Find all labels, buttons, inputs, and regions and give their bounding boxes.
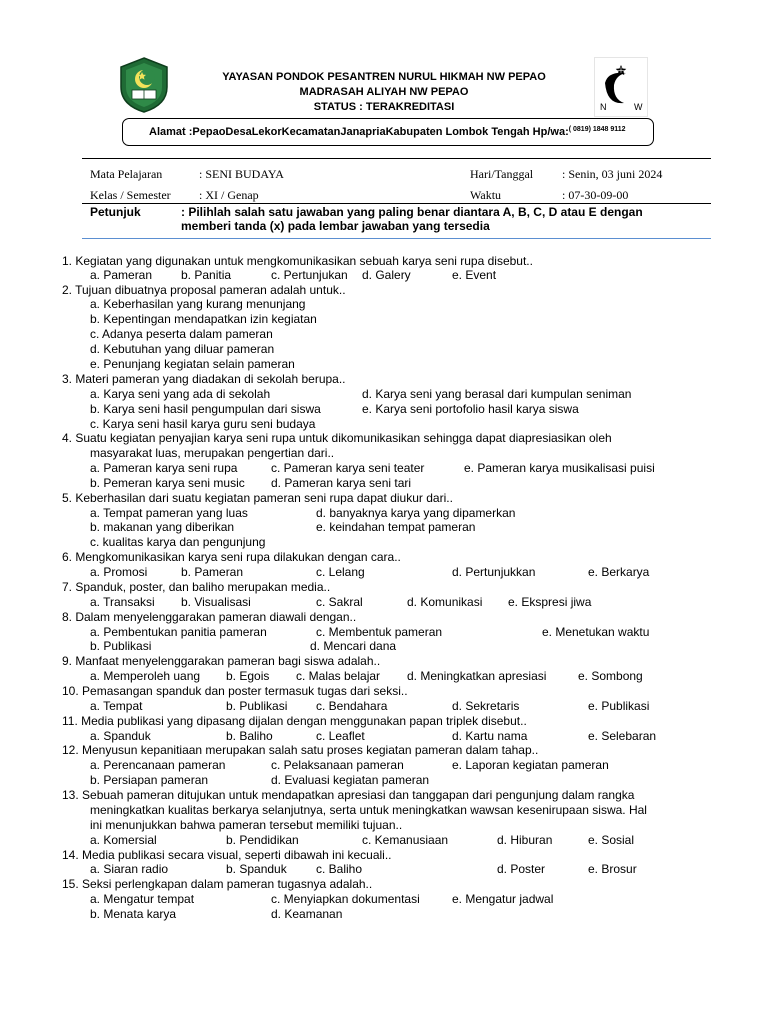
option: a. Pameran [90,268,153,282]
option: c. Adanya peserta dalam pameran [90,327,273,341]
nw-emblem-logo [594,57,648,117]
option: d. Karya seni yang berasal dari kumpulan seniman [362,387,632,401]
option: e. Sombong [578,669,643,683]
option: a. Komersial [90,833,157,847]
option: d. Komunikasi [407,595,483,609]
question-2: 2. Tujuan dibuatnya proposal pameran adalah untuk.. [62,283,346,297]
time-label: Waktu [470,188,502,202]
phone-number: ( 0819) 1848 9112 [568,126,626,133]
option: e. Publikasi [588,699,650,713]
question-6: 6. Mengkomunikasikan karya seni rupa dilakukan dengan cara.. [62,550,401,564]
option: b. Egois [226,669,270,683]
option: e. Sosial [588,833,635,847]
question-12: 12. Menyusun kepanitiaan merupakan salah satu proses kegiatan pameran dalam tahap.. [62,743,539,757]
option: d. Galery [362,268,411,282]
option: e. Selebaran [588,729,657,743]
option: e. keindahan tempat pameran [316,520,476,534]
option: c. Karya seni hasil karya guru seni budaya [90,417,316,431]
nw-logo-letter-w: W [634,102,643,112]
divider-middle [82,203,711,204]
option: d. Kebutuhan yang diluar pameran [90,342,275,356]
option: b. makanan yang diberikan [90,520,235,534]
option: d. Pameran karya seni tari [271,476,412,490]
question-8: 8. Dalam menyelenggarakan pameran diawali dengan.. [62,610,357,624]
option: b. Menata karya [90,907,177,921]
option: a. Promosi [90,565,148,579]
option: c. Pelaksanaan pameran [271,758,404,772]
foundation-name: YAYASAN PONDOK PESANTREN NURUL HIKMAH NW PEPAO [222,71,546,83]
class-value: : XI / Genap [199,188,259,202]
instructions-label: Petunjuk [90,205,141,219]
question-13-continued: ini menunjukkan bahwa pameran tersebut memiliki tujuan.. [90,818,403,832]
question-14: 14. Media publikasi secara visual, seperti dibawah ini kecuali.. [62,848,392,862]
option: c. Membentuk pameran [316,625,443,639]
question-4: 4. Suatu kegiatan penyajian karya seni rupa untuk dikomunikasikan sehingga dapat diapresiasikan oleh [62,431,612,445]
option: b. Kepentingan mendapatkan izin kegiatan [90,312,317,326]
option: a. Transaksi [90,595,155,609]
question-13: 13. Sebuah pameran ditujukan untuk mendapatkan apresiasi dan tanggapan dari pengunjung dalam rangka [62,788,635,802]
school-name: MADRASAH ALIYAH NW PEPAO [299,86,469,98]
option: d. Sekretaris [452,699,520,713]
question-9: 9. Manfaat menyelenggarakan pameran bagi siswa adalah.. [62,654,381,668]
question-13-continued: meningkatkan kualitas berkarya selanjutnya, serta untuk meningkatkan wawsan kesenirupaan siswa. Hal [90,803,647,817]
option: a. Tempat [90,699,143,713]
question-5: 5. Keberhasilan dari suatu kegiatan pameran seni rupa dapat diukur dari.. [62,491,453,505]
option: d. Meningkatkan apresiasi [407,669,547,683]
option: e. Karya seni portofolio hasil karya siswa [362,402,579,416]
option: e. Berkarya [588,565,650,579]
option: e. Event [452,268,497,282]
option: c. Malas belajar [296,669,381,683]
day-value: : Senin, 03 juni 2024 [562,167,663,181]
question-15: 15. Seksi perlengkapan dalam pameran tugasnya adalah.. [62,877,373,891]
day-label: Hari/Tanggal [470,167,534,181]
option: b. Pameran [181,565,244,579]
option: b. Visualisasi [181,595,251,609]
option: b. Pendidikan [226,833,299,847]
option: c. Menyiapkan dokumentasi [271,892,420,906]
address-text: Alamat :PepaoDesaLekorKecamatanJanapriaKabupaten Lombok Tengah Hp/wa: [149,126,569,138]
option: b. Persiapan pameran [90,773,209,787]
option: e. Brosur [588,862,637,876]
option: c. Sakral [316,595,363,609]
option: c. kualitas karya dan pengunjung [90,535,266,549]
option: c. Kemanusiaan [362,833,449,847]
option: d. Keamanan [271,907,343,921]
question-3: 3. Materi pameran yang diadakan di sekolah berupa.. [62,372,346,386]
divider-top [82,158,711,159]
option: d. Pertunjukkan [452,565,536,579]
option: c. Leaflet [316,729,365,743]
instructions-text: : Pilihlah salah satu jawaban yang paling benar diantara A, B, C, D atau E dengan memberi tanda (x) pada lembar jawaban yang tersedia [181,205,643,233]
question-7: 7. Spanduk, poster, dan baliho merupakan media.. [62,580,331,594]
option: a. Pembentukan panitia pameran [90,625,267,639]
option: b. Panitia [181,268,232,282]
option: d. Mencari dana [310,639,397,653]
subject-value: : SENI BUDAYA [199,167,284,181]
option: d. Poster [497,862,546,876]
option: c. Lelang [316,565,365,579]
option: e. Penunjang kegiatan selain pameran [90,357,295,371]
option: b. Baliho [226,729,273,743]
option: b. Spanduk [226,862,287,876]
option: a. Karya seni yang ada di sekolah [90,387,271,401]
option: a. Mengatur tempat [90,892,195,906]
option: a. Siaran radio [90,862,169,876]
question-1: 1. Kegiatan yang digunakan untuk mengkomunikasikan sebuah karya seni rupa disebut.. [62,254,533,268]
option: e. Mengatur jadwal [452,892,554,906]
option: c. Pameran karya seni teater [271,461,425,475]
option: b. Pemeran karya seni music [90,476,245,490]
address-box [122,118,654,146]
letterhead [0,70,768,115]
divider-blue [82,238,711,239]
question-11: 11. Media publikasi yang dipasang dijalan dengan menggunakan papan triplek disebut.. [62,714,527,728]
nw-logo-letter-n: N [600,102,607,112]
option: a. Perencanaan pameran [90,758,226,772]
option: c. Baliho [316,862,363,876]
option: d. banyaknya karya yang dipamerkan [316,506,516,520]
option: e. Menetukan waktu [542,625,650,639]
option: a. Pameran karya seni rupa [90,461,238,475]
subject-label: Mata Pelajaran [90,167,163,181]
option: b. Publikasi [226,699,288,713]
class-label: Kelas / Semester [90,188,171,202]
option: a. Spanduk [90,729,151,743]
accreditation-status: STATUS : TERAKREDITASI [313,101,455,113]
option: a. Tempat pameran yang luas [90,506,248,520]
question-4-continued: masyarakat luas, merupakan pengertian dari.. [90,446,335,460]
option: d. Kartu nama [452,729,528,743]
option: e. Pameran karya musikalisasi puisi [464,461,655,475]
option: e. Ekspresi jiwa [508,595,592,609]
option: c. Pertunjukan [271,268,348,282]
option: a. Memperoleh uang [90,669,201,683]
option: d. Evaluasi kegiatan pameran [271,773,430,787]
option: b. Karya seni hasil pengumpulan dari siswa [90,402,321,416]
option: a. Keberhasilan yang kurang menunjang [90,297,306,311]
option: c. Bendahara [316,699,388,713]
time-value: : 07-30-09-00 [562,188,629,202]
option: d. Hiburan [497,833,553,847]
question-10: 10. Pemasangan spanduk dan poster termasuk tugas dari seksi.. [62,684,408,698]
option: b. Publikasi [90,639,152,653]
option: e. Laporan kegiatan pameran [452,758,609,772]
